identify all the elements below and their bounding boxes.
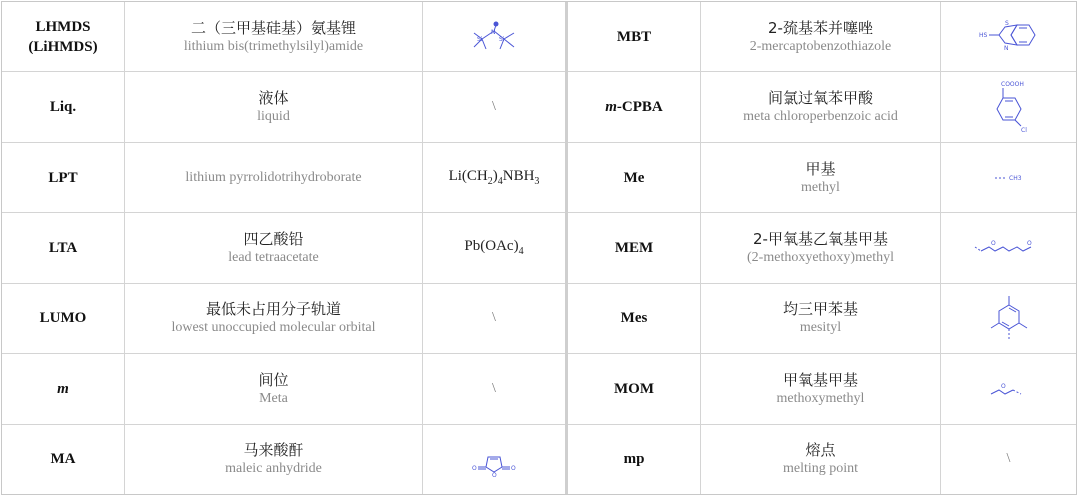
maleic-anhydride-structure-icon: [464, 439, 524, 479]
structure-cell: [423, 354, 565, 423]
table-row: [2, 143, 565, 213]
svg-text:O: O: [492, 472, 497, 480]
structure-cell: [423, 143, 565, 212]
svg-text:N: N: [1003, 44, 1008, 52]
no-structure-mark: \: [492, 380, 496, 396]
structure-cell: [423, 72, 565, 141]
svg-text:Si: Si: [477, 35, 483, 43]
chemical-formula: $Pb(OAc)_4$: [464, 238, 524, 258]
svg-text:COOOH: COOOH: [1000, 81, 1024, 89]
abbreviation: Mes: [620, 310, 648, 327]
english-name: methoxymethyl: [776, 390, 865, 406]
svg-text:O: O: [511, 465, 516, 473]
english-name: lithium pyrrolidotrihydroborate: [185, 169, 362, 185]
mom-structure-icon: [979, 374, 1039, 404]
table-row: [2, 2, 565, 72]
english-name: Meta: [259, 390, 288, 406]
lhmds-structure-icon: [464, 17, 524, 57]
methyl-structure-icon: [979, 168, 1039, 188]
no-structure-mark: \: [492, 310, 496, 326]
abbreviation: MOM: [614, 380, 654, 397]
structure-cell: [941, 425, 1076, 494]
abbreviation-alt: (LiHMDS): [28, 38, 98, 55]
abbreviation: LTA: [48, 239, 78, 256]
mesityl-structure-icon: [979, 289, 1039, 347]
chinese-name: 马来酸酐: [243, 441, 304, 460]
abbreviation: Liq.: [49, 99, 77, 116]
svg-text:N: N: [491, 28, 496, 36]
abbreviation: Me: [623, 169, 645, 186]
abbreviation: MA: [50, 451, 76, 468]
abbreviation: MBT: [616, 28, 652, 45]
english-name: lead tetraacetate: [228, 249, 319, 265]
table-row: [2, 354, 565, 424]
svg-text:Si: Si: [499, 35, 505, 43]
chinese-name: 四乙酸铅: [243, 229, 304, 248]
chemical-formula: $Li(CH_2)_4NBH_3$: [448, 168, 540, 188]
abbreviation: LHMDS: [35, 18, 91, 35]
abbreviation: m-CPBA: [605, 99, 663, 116]
svg-text:O: O: [1026, 239, 1032, 247]
chinese-name: 2-甲氧基乙氧基甲基: [753, 229, 888, 248]
structure-cell: [941, 284, 1076, 353]
table-row: [2, 72, 565, 142]
chinese-name: 最低未占用分子轨道: [205, 300, 341, 319]
table-row: [568, 354, 1076, 424]
table-left-half: [2, 2, 568, 494]
structure-cell: [941, 72, 1076, 141]
structure-cell: [423, 425, 565, 494]
svg-text:CH3: CH3: [1008, 174, 1022, 182]
english-name: 2-mercaptobenzothiazole: [749, 38, 892, 54]
table-right-half: [568, 2, 1076, 494]
chinese-name: 甲氧基甲基: [782, 370, 858, 389]
mem-structure-icon: [969, 233, 1049, 263]
english-name: lowest unoccupied molecular orbital: [171, 320, 376, 336]
table-row: [568, 2, 1076, 72]
mbt-structure-icon: [969, 17, 1049, 57]
svg-text:O: O: [990, 239, 996, 247]
table-row: [568, 284, 1076, 354]
chinese-name: 二（三甲基硅基）氨基锂: [190, 18, 356, 37]
structure-cell: [423, 2, 565, 71]
structure-cell: [941, 143, 1076, 212]
chinese-name: 甲基: [805, 159, 836, 178]
abbreviation-table: [1, 1, 1077, 495]
structure-cell: [941, 2, 1076, 71]
structure-cell: [941, 354, 1076, 423]
table-row: [568, 425, 1076, 494]
abbreviation: LUMO: [39, 310, 87, 327]
chinese-name: 间位: [258, 370, 289, 389]
abbreviation: m: [57, 380, 69, 397]
english-name: methyl: [801, 179, 840, 195]
english-name: meta chloroperbenzoic acid: [743, 109, 898, 125]
english-name: lithium bis(trimethylsilyl)amide: [183, 38, 364, 54]
chinese-name: 液体: [258, 89, 289, 108]
structure-cell: [423, 284, 565, 353]
svg-text:Cl: Cl: [1020, 127, 1027, 135]
english-name: mesityl: [799, 320, 842, 336]
no-structure-mark: \: [492, 99, 496, 115]
english-name: (2-methoxyethoxy)methyl: [747, 249, 894, 265]
chinese-name: 均三甲苯基: [782, 300, 858, 319]
table-row: [2, 425, 565, 494]
svg-text:S: S: [1004, 19, 1009, 27]
table-row: [2, 284, 565, 354]
english-name: maleic anhydride: [225, 461, 322, 477]
table-row: [568, 143, 1076, 213]
english-name: melting point: [782, 461, 859, 477]
table-row: [568, 213, 1076, 283]
mcpba-structure-icon: [979, 78, 1039, 136]
english-name: liquid: [257, 109, 290, 125]
chinese-name: 间氯过氧苯甲酸: [767, 89, 873, 108]
abbreviation: MEM: [614, 239, 654, 256]
chinese-name: 熔点: [805, 441, 836, 460]
svg-text:HS: HS: [978, 31, 987, 39]
abbreviation: LPT: [48, 169, 78, 186]
table-row: [568, 72, 1076, 142]
table-row: [2, 213, 565, 283]
no-structure-mark: \: [1006, 451, 1011, 467]
abbreviation: mp: [623, 451, 645, 468]
chinese-name: 2-巯基苯并噻唑: [768, 18, 873, 37]
structure-cell: [941, 213, 1076, 282]
svg-text:O: O: [472, 465, 477, 473]
structure-cell: [423, 213, 565, 282]
svg-text:O: O: [1000, 382, 1006, 390]
